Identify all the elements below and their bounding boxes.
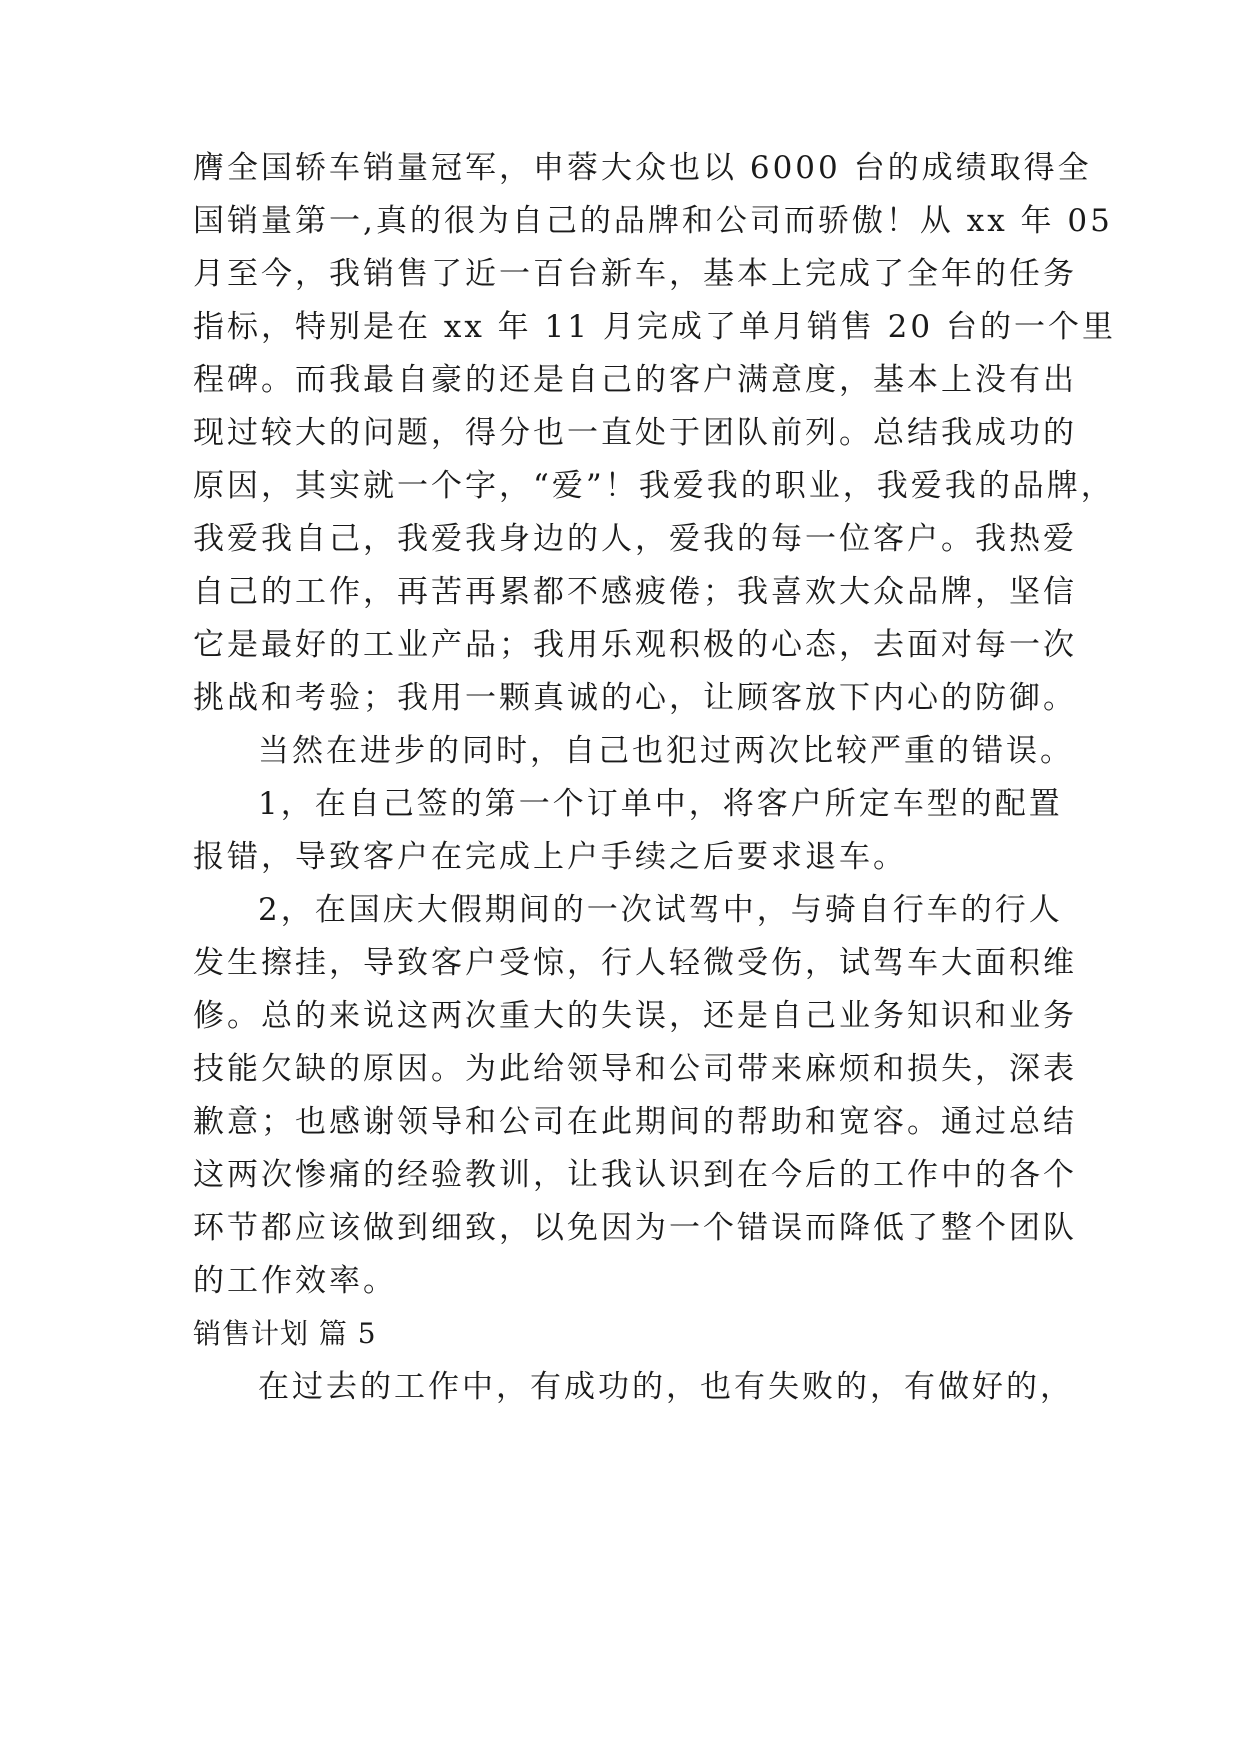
paragraph-line: 这两次惨痛的经验教训，让我认识到在今后的工作中的各个 bbox=[193, 1157, 1077, 1193]
paragraph-line: 自己的工作，再苦再累都不感疲倦；我喜欢大众品牌，坚信 bbox=[193, 574, 1077, 610]
paragraph-line: 膺全国轿车销量冠军，申蓉大众也以 6000 台的成绩取得全 bbox=[193, 150, 1092, 186]
paragraph-line: 修。总的来说这两次重大的失误，还是自己业务知识和业务 bbox=[193, 998, 1077, 1034]
paragraph-line: 原因，其实就一个字，“爱”！我爱我的职业，我爱我的品牌， bbox=[193, 468, 1115, 504]
paragraph-line: 它是最好的工业产品；我用乐观积极的心态，去面对每一次 bbox=[193, 627, 1077, 663]
paragraph-line: 指标，特别是在 xx 年 11 月完成了单月销售 20 台的一个里 bbox=[193, 309, 1116, 345]
paragraph-line: 国销量第一,真的很为自己的品牌和公司而骄傲！从 xx 年 05 bbox=[193, 203, 1113, 239]
paragraph-line: 报错，导致客户在完成上户手续之后要求退车。 bbox=[193, 839, 907, 875]
paragraph-line: 1，在自己签的第一个订单中，将客户所定车型的配置 bbox=[258, 786, 1063, 822]
paragraph-line: 我爱我自己，我爱我身边的人，爱我的每一位客户。我热爱 bbox=[193, 521, 1077, 557]
paragraph-line: 现过较大的问题，得分也一直处于团队前列。总结我成功的 bbox=[193, 415, 1077, 451]
section-heading: 销售计划 篇 5 bbox=[193, 1317, 377, 1350]
paragraph-line: 歉意；也感谢领导和公司在此期间的帮助和宽容。通过总结 bbox=[193, 1104, 1077, 1140]
paragraph-line: 2，在国庆大假期间的一次试驾中，与骑自行车的行人 bbox=[258, 892, 1063, 928]
paragraph-line: 在过去的工作中，有成功的，也有失败的，有做好的， bbox=[258, 1369, 1074, 1405]
paragraph-line: 技能欠缺的原因。为此给领导和公司带来麻烦和损失，深表 bbox=[193, 1051, 1077, 1087]
paragraph-line: 当然在进步的同时，自己也犯过两次比较严重的错误。 bbox=[258, 733, 1074, 769]
paragraph-line: 发生擦挂，导致客户受惊，行人轻微受伤，试驾车大面积维 bbox=[193, 945, 1077, 981]
paragraph-line: 挑战和考验；我用一颗真诚的心，让顾客放下内心的防御。 bbox=[193, 680, 1077, 716]
paragraph-line: 月至今，我销售了近一百台新车，基本上完成了全年的任务 bbox=[193, 256, 1077, 292]
paragraph-line: 环节都应该做到细致，以免因为一个错误而降低了整个团队 bbox=[193, 1210, 1077, 1246]
paragraph-line: 的工作效率。 bbox=[193, 1263, 397, 1299]
paragraph-line: 程碑。而我最自豪的还是自己的客户满意度，基本上没有出 bbox=[193, 362, 1077, 398]
